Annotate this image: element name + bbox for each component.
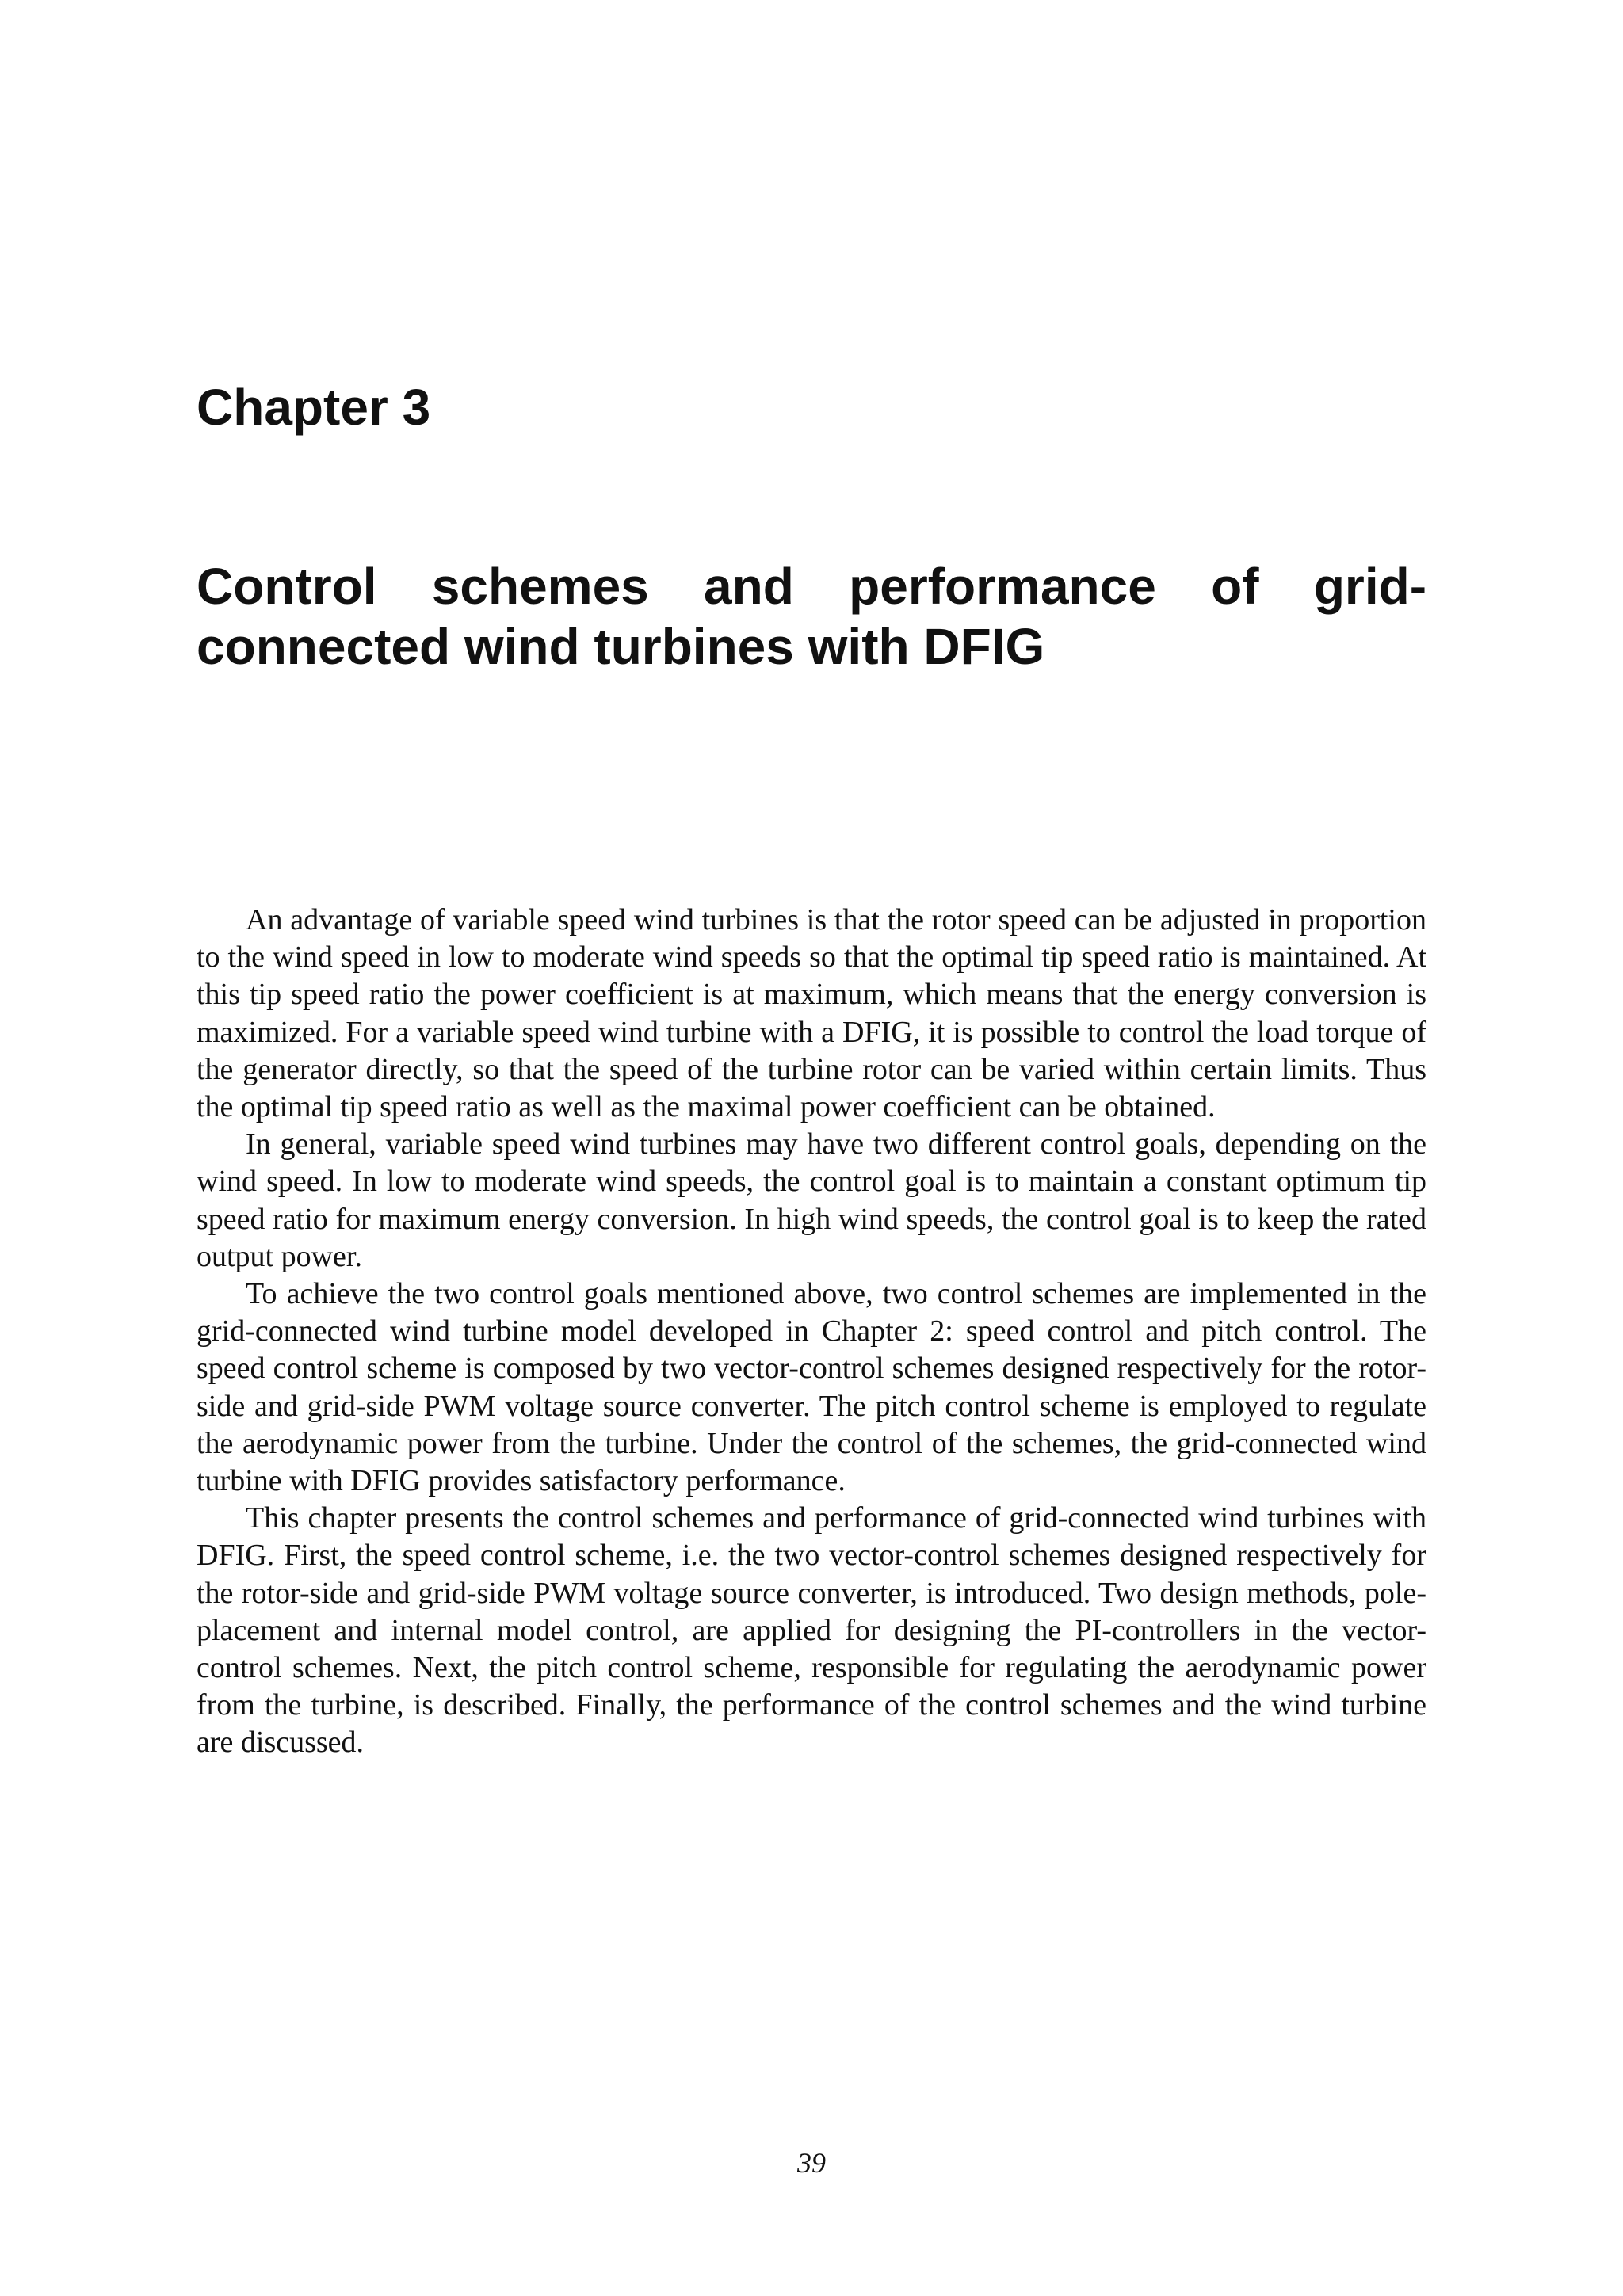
paragraph: To achieve the two control goals mentioned above, two control schemes are implemented in the grid-connected wind turbine model developed in Chapter 2: speed control and pitch control. The speed control scheme is composed by two vector-control schemes designed respectively for the rotor-side and grid-side PWM voltage source converter. The pitch control scheme is employed to regulate the aerodynamic power from the turbine. Under the control of the schemes, the grid-connected wind turbine with DFIG provides satisfactory performance. [197, 1277, 1426, 1498]
page-number: 39 [797, 2147, 826, 2179]
chapter-label: Chapter 3 [197, 379, 431, 436]
paragraph: This chapter presents the control schemes and performance of grid-connected wind turbines with DFIG. First, the speed control scheme, i.e. the two vector-control schemes designed respectively for the rotor-side and grid-side PWM voltage source converter, is introduced. Two design methods, pole-placement and internal model control, are applied for designing the PI-controllers in the vector-control schemes. Next, the pitch control scheme, responsible for regulating the aerodynamic power from the turbine, is described. Finally, the performance of the control schemes and the wind turbine are discussed. [197, 1501, 1426, 1760]
chapter-title: Control schemes and performance of grid-connected wind turbines with DFIG [197, 558, 1426, 675]
paragraph: An advantage of variable speed wind turbines is that the rotor speed can be adjusted in proportion to the wind speed in low to moderate wind speeds so that the optimal tip speed ratio is maintained. At this tip speed ratio the power coefficient is at maximum, which means that the energy conversion is maximized. For a variable speed wind turbine with a DFIG, it is possible to control the load torque of the generator directly, so that the speed of the turbine rotor can be varied within certain limits. Thus the optimal tip speed ratio as well as the maximal power coefficient can be obtained. [197, 903, 1426, 1124]
body-text [197, 902, 1426, 1762]
paragraph: In general, variable speed wind turbines may have two different control goals, depending on the wind speed. In low to moderate wind speeds, the control goal is to maintain a constant optimum tip speed ratio for maximum energy conversion. In high wind speeds, the control goal is to keep the rated output power. [197, 1127, 1426, 1273]
